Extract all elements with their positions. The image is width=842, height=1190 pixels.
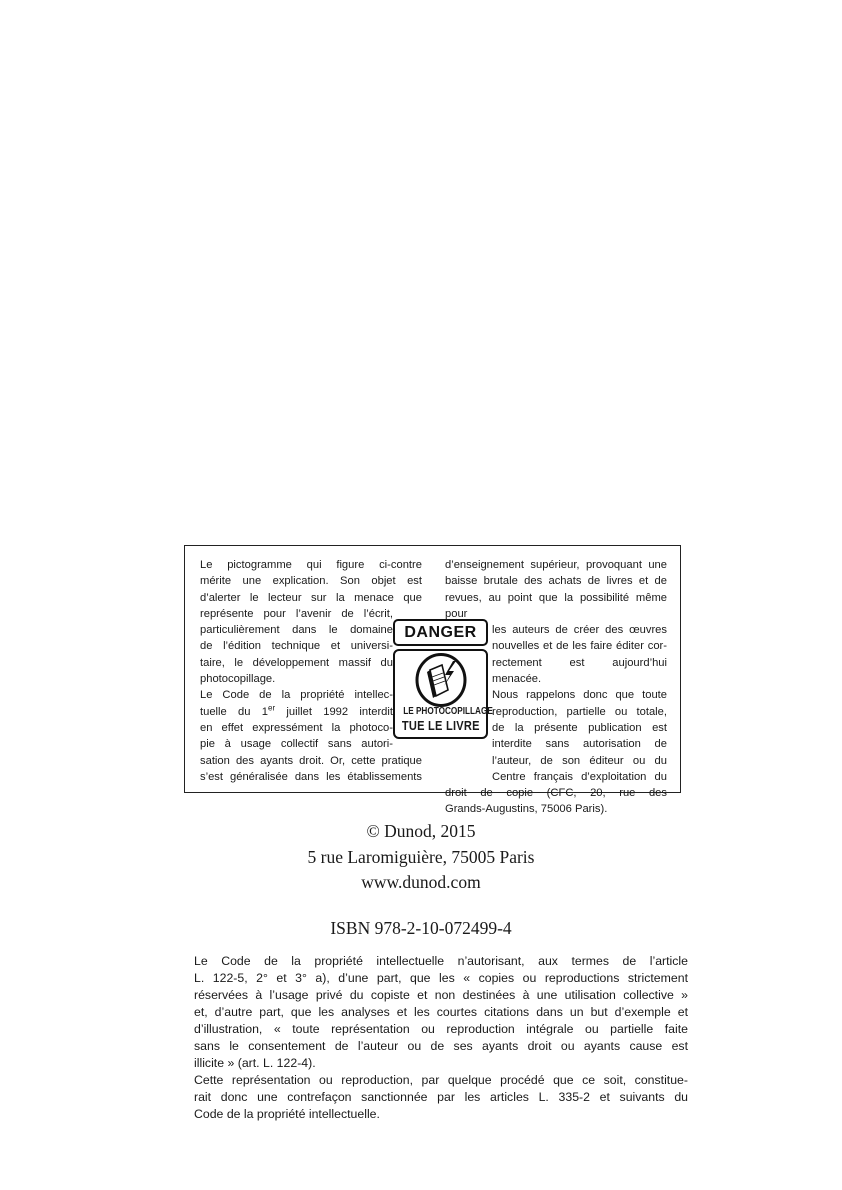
danger-logo-panel [393,649,493,739]
notice-line: mérite une explication. Son objet est [200,575,422,588]
notice-line: particulièrement dans le domaine [200,624,393,637]
notice-line: les auteurs de créer des œuvres [492,624,667,637]
notice-line: d’enseignement supérieur, provoquant une [445,559,667,571]
notice-line: de l’édition technique et universi- [200,640,393,653]
notice-line: rectement est aujourd’hui menacée. [492,656,667,686]
copyright-line: © Dunod, 2015 [366,821,476,841]
legal-line: Code de la propriété intellectuelle. [194,1107,380,1121]
notice-line: pie à usage collectif sans autori- [200,738,393,751]
legal-line: sans le consentement de l’auteur ou de ses ayants droit ou ayants cause est [194,1039,688,1053]
book-lightning-icon [415,653,467,707]
notice-line: Le Code de la propriété intellec- [200,689,393,702]
photocopy-notice-box [184,545,681,816]
notice-line: interdite sans autorisation de [492,738,667,751]
notice-line: Nous rappelons donc que toute [492,689,667,702]
danger-heading: DANGER [393,619,488,646]
danger-photocopy-logo [393,619,493,739]
notice-line: droit de copie (CFC, 20, rue des [445,787,667,800]
notice-line: s’est généralisée dans les établissements [200,770,422,783]
notice-left-column [200,557,422,785]
legal-line: L. 122-5, 2° et 3° a), d’une part, que les « copies ou reproductions strictement [194,971,688,985]
notice-line: Centre français d’exploitation du [492,770,667,783]
legal-line: rait donc une contrefaçon sanctionnée par les articles L. 335-2 et suivants du [194,1090,688,1104]
danger-slogan-line1: LE PHOTOCOPILLAGE [403,706,493,717]
notice-line: taire, le développement massif du [200,656,393,669]
legal-line: Le Code de la propriété intellectuelle n’autorisant, aux termes de l’article [194,954,688,968]
notice-line: d’alerter le lecteur sur la menace que [200,591,422,604]
notice-line: représente pour l’avenir de l’écrit, [200,607,393,620]
publisher-website: www.dunod.com [361,872,481,892]
notice-line: Le pictogramme qui figure ci-contre [200,559,422,571]
notice-line: nouvelles et de les faire éditer cor- [492,640,667,653]
danger-slogan-line2: TUE LE LIVRE [401,718,480,733]
notice-line: l’auteur, de son éditeur ou du [492,754,667,767]
notice-line: en effet expressément la photoco- [200,721,393,734]
legal-line: et, d’autre part, que les analyses et les courtes citations dans un but d’exemple et [194,1005,688,1019]
notice-line: reproduction, partielle ou totale, [492,705,667,718]
notice-line: photocopillage. [200,673,276,686]
legal-notice [194,953,688,1123]
notice-line: revues, au point que la possibilité même pour [445,591,667,620]
notice-line-date: tuelle du 1er juillet 1992 interdit [200,702,393,718]
isbn-line: ISBN 978-2-10-072499-4 [330,918,512,938]
notice-line: sation des ayants droit. Or, cette pratique [200,754,422,767]
legal-line: d’illustration, « toute représentation ou reproduction intégrale ou partielle faite [194,1022,688,1036]
notice-line: Grands-Augustins, 75006 Paris). [445,803,608,816]
legal-line: Cette représentation ou reproduction, par quelque procédé que ce soit, constitue- [194,1073,688,1087]
notice-line: baisse brutale des achats de livres et de [445,575,667,588]
notice-line: de la présente publication est [492,721,667,734]
publisher-address: 5 rue Laromiguière, 75005 Paris [307,847,535,867]
legal-line: réservées à l’usage privé du copiste et non destinées à une utilisation collective » [194,988,688,1002]
legal-line: illicite » (art. L. 122-4). [194,1056,316,1070]
